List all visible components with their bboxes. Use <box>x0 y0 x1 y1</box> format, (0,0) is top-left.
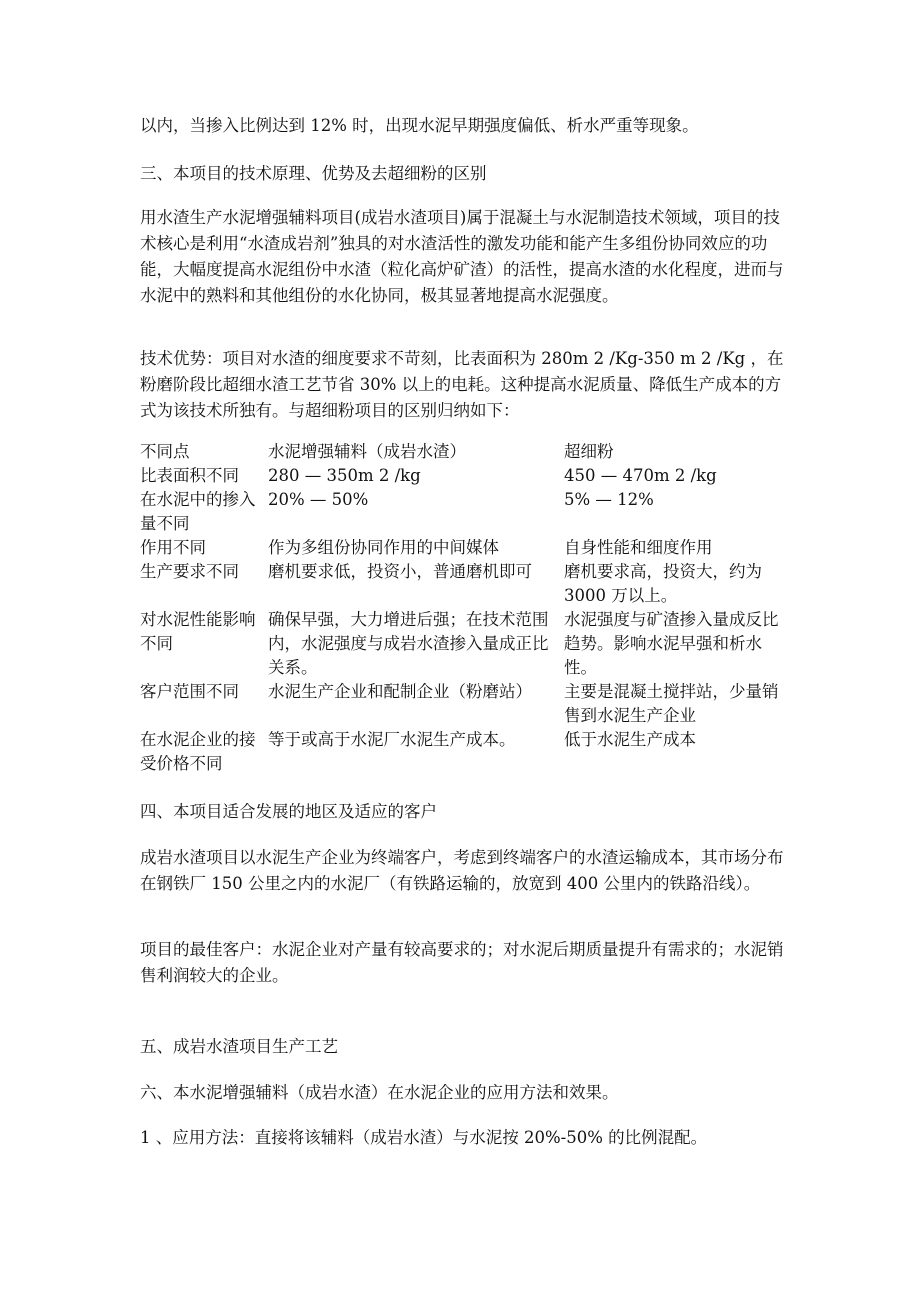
table-cell: 280 — 350m 2 /kg <box>268 466 421 485</box>
table-cell: 低于水泥生产成本 <box>564 730 696 749</box>
table-cell: 20% — 50% <box>268 490 369 509</box>
table-cell: 在水泥企业的接受价格不同 <box>140 730 256 773</box>
table-row <box>140 560 790 608</box>
table-cell: 在水泥中的掺入量不同 <box>140 490 256 533</box>
table-cell: 磨机要求高，投资大，约为 3000 万以上。 <box>564 562 762 605</box>
table-cell: 自身性能和细度作用 <box>564 538 713 557</box>
table-cell: 生产要求不同 <box>140 562 239 581</box>
table-row <box>140 680 790 728</box>
table-cell: 作用不同 <box>140 538 206 557</box>
table-cell: 5% — 12% <box>564 490 654 509</box>
table-row <box>140 536 790 560</box>
table-row <box>140 464 790 488</box>
table-cell: 水泥生产企业和配制企业（粉磨站） <box>268 682 532 701</box>
paragraph-application: 1 、应用方法：直接将该辅料（成岩水渣）与水泥按 20%-50% 的比例混配。 <box>140 1128 708 1147</box>
heading-section-5: 五、成岩水渣项目生产工艺 <box>140 1037 338 1056</box>
table-cell: 对水泥性能影响不同 <box>140 610 256 653</box>
table-cell: 客户范围不同 <box>140 682 239 701</box>
heading-section-6: 六、本水泥增强辅料（成岩水渣）在水泥企业的应用方法和效果。 <box>140 1083 619 1102</box>
table-cell: 作为多组份协同作用的中间媒体 <box>268 538 499 557</box>
paragraph-advantage: 技术优势：项目对水渣的细度要求不苛刻，比表面积为 280m 2 /Kg-350 m 2 /Kg ，在粉磨阶段比超细水渣工艺节省 30% 以上的电耗。这种提高水泥质量、降低生产成本的方式为该技术所独有。与超细粉项目的区别归纳如下： <box>140 349 784 420</box>
table-row <box>140 608 790 680</box>
table-header-cell: 水泥增强辅料（成岩水渣） <box>268 442 466 461</box>
table-cell: 水泥强度与矿渣掺入量成反比趋势。影响水泥早强和析水性。 <box>564 610 779 677</box>
table-cell: 确保早强，大力增进后强；在技术范围内，水泥强度与成岩水渣掺入量成正比关系。 <box>268 610 549 677</box>
table-header-cell: 超细粉 <box>564 442 614 461</box>
table-header-cell: 不同点 <box>140 442 190 461</box>
paragraph-best-customers: 项目的最佳客户：水泥企业对产量有较高要求的；对水泥后期质量提升有需求的；水泥销售利润较大的企业。 <box>140 940 784 985</box>
paragraph-market: 成岩水渣项目以水泥生产企业为终端客户，考虑到终端客户的水渣运输成本，其市场分布在钢铁厂 150 公里之内的水泥厂（有铁路运输的，放宽到 400 公里内的铁路沿线）。 <box>140 848 784 893</box>
paragraph-intro: 以内，当掺入比例达到 12% 时，出现水泥早期强度偏低、析水严重等现象。 <box>140 116 699 135</box>
table-cell: 磨机要求低，投资小，普通磨机即可 <box>268 562 532 581</box>
comparison-table <box>140 440 790 776</box>
table-row <box>140 488 790 536</box>
table-cell: 等于或高于水泥厂水泥生产成本。 <box>268 730 516 749</box>
table-header-row <box>140 440 790 464</box>
heading-section-4: 四、本项目适合发展的地区及适应的客户 <box>140 802 437 821</box>
table-cell: 450 — 470m 2 /kg <box>564 466 717 485</box>
table-row <box>140 728 790 776</box>
heading-section-3: 三、本项目的技术原理、优势及去超细粉的区别 <box>140 164 487 183</box>
table-cell: 比表面积不同 <box>140 466 239 485</box>
paragraph-principle: 用水渣生产水泥增强辅料项目(成岩水渣项目)属于混凝土与水泥制造技术领域，项目的技术核心是利用“水渣成岩剂”独具的对水渣活性的激发功能和能产生多组份协同效应的功能，大幅度提高水泥组份中水渣（粒化高炉矿渣）的活性，提高水渣的水化程度，进而与水泥中的熟料和其他组份的水化协同，极其显著地提高水泥强度。 <box>140 208 784 305</box>
table-cell: 主要是混凝土搅拌站，少量销售到水泥生产企业 <box>564 682 779 725</box>
